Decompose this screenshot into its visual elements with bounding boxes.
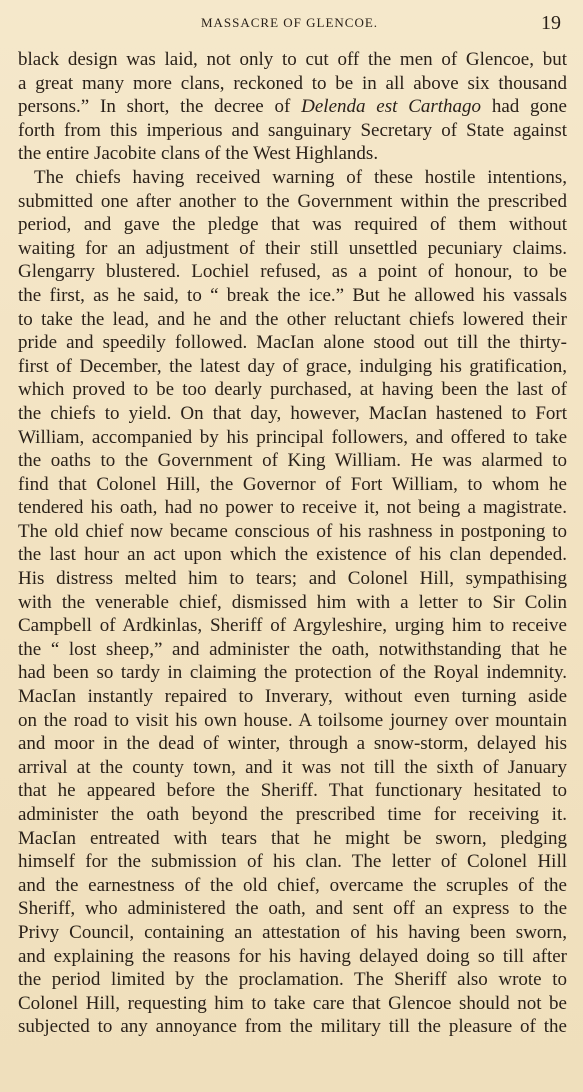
text-line: black design was laid, not only to cut off the men of Glencoe, but	[18, 49, 567, 70]
text-line: and explaining the reasons for his having delayed doing so till after	[18, 945, 567, 967]
text-line: and the earnestness of the old chief, overcame the scruples of the	[18, 874, 567, 896]
running-head: MASSACRE OF GLENCOE.	[200, 15, 379, 30]
text-line: the entire Jacobite clans of the West Highlands.	[18, 143, 379, 165]
text-line: Colonel Hill, requesting him to take care that Glencoe should not be	[18, 992, 567, 1014]
text-line: the oaths to the Government of King William. He was alarmed to	[18, 450, 567, 472]
text-line: forth from this imperious and sanguinary Secretary of State against	[18, 119, 567, 141]
text-line: that he appeared before the Sheriff. That functionary hesitated to	[18, 780, 567, 802]
text-line: the last hour an act upon which the existence of his clan depended.	[18, 544, 567, 566]
paragraph-2	[18, 166, 567, 1039]
page-number: 19	[541, 12, 561, 34]
page-header	[18, 12, 561, 34]
text-line: Sheriff, who administered the oath, and sent off an express to the	[18, 898, 567, 920]
text-line: the “ lost sheep,” and administer the oath, notwithstanding that he	[18, 638, 567, 660]
text-line: Campbell of Ardkinlas, Sheriff of Argyleshire, urging him to receive	[18, 615, 567, 637]
text-line: waiting for an adjustment of their still unsettled pecuniary claims.	[18, 237, 567, 259]
body-text	[18, 48, 567, 1039]
text-line: the first, as he said, to “ break the ice.” But he allowed his vassals	[18, 284, 567, 306]
text-line: on the road to visit his own house. A toilsome journey over mountain	[18, 709, 567, 731]
text-line: find that Colonel Hill, the Governor of Fort William, to whom he	[18, 473, 567, 495]
text-line: arrival at the county town, and it was not till the sixth of January	[18, 756, 567, 778]
latin-phrase: Delenda est Carthago	[301, 96, 482, 118]
text-line: William, accompanied by his principal followers, and offered to take	[18, 426, 567, 448]
text-line	[18, 95, 567, 119]
text-segment: had gone	[481, 96, 567, 118]
text-line: The chiefs having received warning of these hostile intentions,	[34, 166, 567, 188]
paragraph-1	[18, 48, 567, 166]
text-line: with the venerable chief, dismissed him with a letter to Sir Colin	[18, 591, 567, 613]
text-line: which proved to be too dearly purchased, at having been the last of	[18, 379, 567, 401]
text-line: and moor in the dead of winter, through a snow-storm, delayed his	[18, 733, 567, 755]
text-line: The old chief now became conscious of his rashness in postponing to	[18, 520, 567, 542]
text-line: had been so tardy in claiming the protection of the Royal indemnity.	[18, 662, 567, 684]
text-line: submitted one after another to the Government within the prescribed	[18, 190, 567, 212]
text-line: a great many more clans, reckoned to be in all above six thousand	[18, 72, 567, 94]
text-line: tendered his oath, had no power to receive it, not being a magistrate.	[18, 497, 567, 519]
text-line: Privy Council, containing an attestation of his having been sworn,	[18, 921, 567, 943]
text-line: the period limited by the proclamation. The Sheriff also wrote to	[18, 969, 567, 991]
text-line: MacIan entreated with tears that he might be sworn, pledging	[18, 827, 567, 849]
text-line: period, and gave the pledge that was required of them without	[18, 214, 567, 236]
text-line: himself for the submission of his clan. The letter of Colonel Hill	[18, 851, 567, 873]
text-line: pride and speedily followed. MacIan alone stood out till the thirty-	[18, 332, 567, 354]
text-line: MacIan instantly repaired to Inverary, without even turning aside	[18, 686, 567, 708]
text-line: administer the oath beyond the prescribed time for receiving it.	[18, 804, 567, 825]
text-line: His distress melted him to tears; and Colonel Hill, sympathising	[18, 568, 567, 590]
text-segment: persons.” In short, the decree of	[18, 96, 302, 118]
text-line: to take the lead, and he and the other reluctant chiefs lowered their	[18, 308, 567, 330]
text-line: subjected to any annoyance from the military till the pleasure of the	[18, 1016, 567, 1038]
text-line: Glengarry blustered. Lochiel refused, as a point of honour, to be	[18, 261, 567, 283]
text-line: the chiefs to yield. On that day, however, MacIan hastened to Fort	[18, 402, 567, 424]
text-line: first of December, the latest day of grace, indulging his gratification,	[18, 355, 567, 377]
